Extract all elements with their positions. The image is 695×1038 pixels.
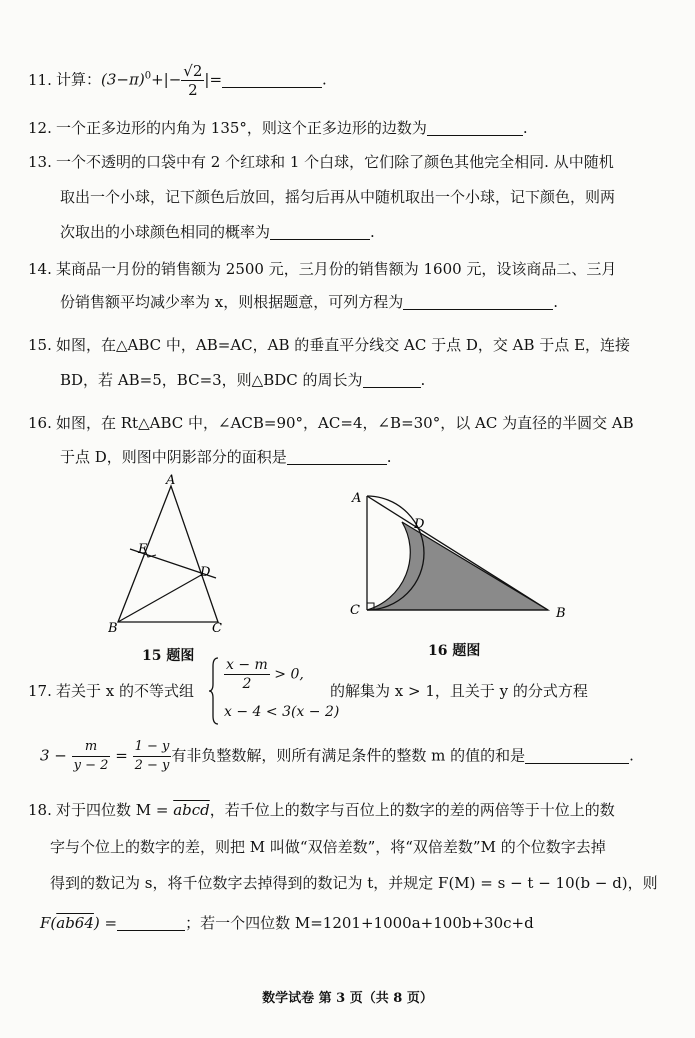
- segment-bd: [118, 574, 203, 622]
- shaded-region: [367, 522, 548, 610]
- question-14: 14. 某商品一月份的销售额为 2500 元，三月份的销售额为 1600 元，设该商品二、三月: [28, 260, 617, 278]
- label-d-16: D: [414, 517, 425, 532]
- question-17-line2: 3 − $\frac{m}{y - 2}$ = $\frac{1 - y}{2 - y}$ 有非负整数解，则所有满足条件的整数 m 的值的和是 .: [40, 739, 634, 773]
- label-a-15: A: [166, 474, 176, 488]
- fraction-sqrt2-over-2: $\frac{√2}{2}$: [183, 62, 203, 99]
- answer-blank-17[interactable]: [525, 747, 629, 764]
- question-18: 18. 对于四位数 M = abcd，若千位上的数字与百位上的数字的差的两倍等于十位上的数: [28, 801, 615, 819]
- label-a-16: A: [352, 491, 362, 506]
- left-brace: [208, 656, 220, 726]
- label-d-15: D: [200, 565, 211, 580]
- answer-blank-18a[interactable]: [117, 914, 185, 931]
- question-13: 13. 一个不透明的口袋中有 2 个红球和 1 个白球，它们除了颜色其他完全相同. 从中随机: [28, 153, 614, 171]
- label-b-16: B: [556, 606, 566, 621]
- question-15-line2: BD，若 AB=5，BC=3，则△BDC 的周长为 .: [60, 371, 426, 389]
- question-16-line2: 于点 D，则图中阴影部分的面积是 .: [60, 448, 392, 466]
- question-18-line2: 字与个位上的数字的差，则把 M 叫做“双倍差数”，将“双倍差数”M 的个位数字去掉: [50, 838, 606, 856]
- question-18-line3: 得到的数记为 s，将千位数字去掉得到的数记为 t，并规定 F(M) = s − t − 10(b − d)，则: [50, 874, 658, 892]
- label-e-15: E: [138, 542, 148, 557]
- inequality-2: x − 4 < 3(x − 2): [224, 704, 340, 720]
- figure-16-caption: 16 题图: [428, 643, 481, 659]
- inequality-1: $\frac{x - m}{2}$ > 0,: [226, 657, 304, 692]
- answer-blank-11[interactable]: [222, 71, 322, 88]
- question-11: 11. 计算：$(3-\pi)^0+|-$ $\frac{√2}{2}$ |= .: [28, 62, 327, 99]
- question-18-line4: F(ab64) = ；若一个四位数 M=1201+1000a+100b+30c+d: [40, 914, 534, 932]
- question-12: 12. 一个正多边形的内角为 135°，则这个正多边形的边数为 .: [28, 119, 528, 137]
- question-14-line2: 份销售额平均减少率为 x，则根据题意，可列方程为 .: [60, 293, 559, 311]
- figure-16: [340, 484, 580, 624]
- page-footer: 数学试卷 第 3 页（共 8 页）: [262, 991, 433, 1006]
- question-13-line2: 取出一个小球，记下颜色后放回，摇匀后再从中随机取出一个小球，记下颜色，则两: [60, 188, 616, 206]
- question-16: 16. 如图，在 Rt△ABC 中，∠ACB=90°，AC=4，∠B=30°，以 AC 为直径的半圆交 AB: [28, 414, 634, 432]
- inequality-system: [208, 656, 340, 726]
- figure-15-caption: 15 题图: [142, 648, 195, 664]
- question-15: 15. 如图，在△ABC 中，AB=AC，AB 的垂直平分线交 AC 于点 D，交 AB 于点 E，连接: [28, 336, 631, 354]
- figure-15: [108, 474, 234, 634]
- answer-blank-16[interactable]: [287, 448, 387, 465]
- answer-blank-12[interactable]: [427, 119, 523, 136]
- question-17-suffix: 的解集为 x > 1，且关于 y 的分式方程: [330, 682, 588, 700]
- question-17: 17. 若关于 x 的不等式组: [28, 682, 194, 700]
- answer-blank-15[interactable]: [363, 371, 421, 388]
- answer-blank-13[interactable]: [270, 223, 370, 240]
- triangle-abc-15: [118, 486, 218, 622]
- label-c-15: C: [212, 621, 222, 634]
- label-c-16: C: [350, 603, 360, 618]
- answer-blank-14[interactable]: [403, 293, 553, 310]
- label-b-15: B: [108, 621, 118, 634]
- question-13-line3: 次取出的小球颜色相同的概率为 .: [60, 223, 375, 241]
